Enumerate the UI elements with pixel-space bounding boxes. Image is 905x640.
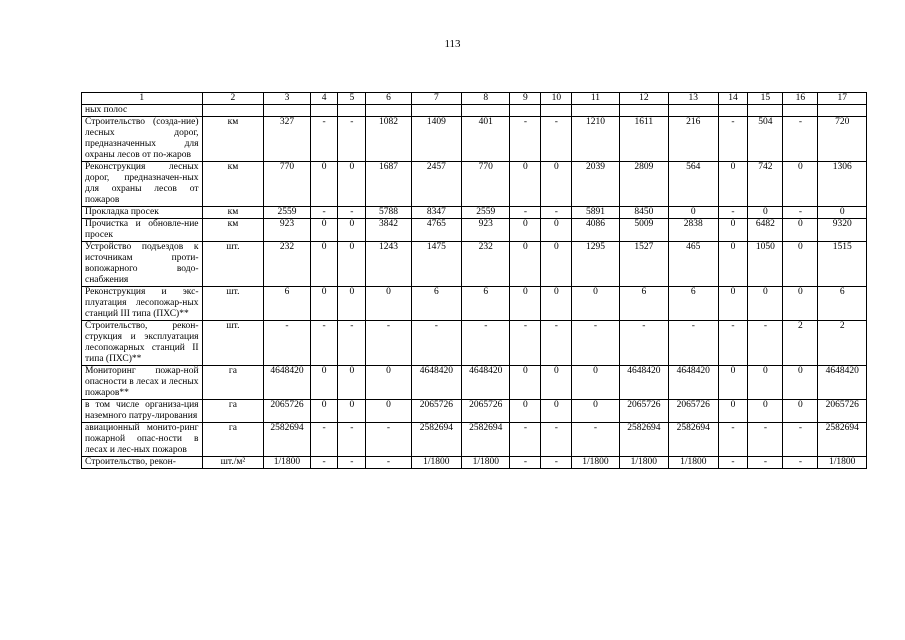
value-cell: -: [541, 207, 572, 219]
value-cell: 1611: [619, 117, 668, 162]
column-number: 1: [82, 93, 203, 105]
value-cell: 0: [366, 366, 411, 400]
value-cell: 0: [510, 162, 541, 207]
value-cell: -: [718, 457, 748, 469]
measure-name-cell: Прочистка и обновле-ние просек: [82, 219, 203, 242]
value-cell: 6: [411, 287, 461, 321]
value-cell: [366, 105, 411, 117]
value-cell: -: [572, 321, 619, 366]
value-cell: 2457: [411, 162, 461, 207]
value-cell: 1306: [818, 162, 867, 207]
value-cell: -: [310, 117, 338, 162]
value-cell: 0: [718, 287, 748, 321]
column-number: 8: [462, 93, 510, 105]
column-number: 10: [541, 93, 572, 105]
value-cell: 1475: [411, 242, 461, 287]
table-row: [82, 219, 867, 242]
measure-name-cell: ных полос: [82, 105, 203, 117]
value-cell: 0: [541, 162, 572, 207]
value-cell: -: [783, 457, 818, 469]
column-number: 3: [264, 93, 310, 105]
value-cell: -: [718, 423, 748, 457]
unit-cell: га: [202, 366, 264, 400]
value-cell: 1082: [366, 117, 411, 162]
value-cell: 1/1800: [264, 457, 310, 469]
value-cell: 0: [310, 400, 338, 423]
value-cell: 4648420: [619, 366, 668, 400]
column-number: 17: [818, 93, 867, 105]
value-cell: 2: [783, 321, 818, 366]
value-cell: -: [669, 321, 718, 366]
value-cell: -: [338, 207, 366, 219]
value-cell: 1/1800: [818, 457, 867, 469]
unit-cell: шт./м²: [202, 457, 264, 469]
column-number: 11: [572, 93, 619, 105]
value-cell: 2838: [669, 219, 718, 242]
value-cell: 0: [748, 207, 783, 219]
value-cell: 2: [818, 321, 867, 366]
value-cell: 0: [510, 400, 541, 423]
value-cell: -: [541, 117, 572, 162]
unit-cell: шт.: [202, 321, 264, 366]
table-row: [82, 242, 867, 287]
value-cell: 1/1800: [619, 457, 668, 469]
value-cell: 5788: [366, 207, 411, 219]
value-cell: -: [411, 321, 461, 366]
value-cell: 9320: [818, 219, 867, 242]
column-number: 13: [669, 93, 718, 105]
value-cell: 2065726: [818, 400, 867, 423]
unit-cell: га: [202, 400, 264, 423]
column-number: 9: [510, 93, 541, 105]
value-cell: -: [510, 117, 541, 162]
value-cell: 0: [541, 366, 572, 400]
value-cell: [572, 105, 619, 117]
value-cell: 0: [510, 366, 541, 400]
value-cell: -: [541, 321, 572, 366]
value-cell: 6: [462, 287, 510, 321]
value-cell: -: [748, 457, 783, 469]
value-cell: -: [338, 457, 366, 469]
value-cell: -: [338, 321, 366, 366]
value-cell: 1295: [572, 242, 619, 287]
table-row: [82, 366, 867, 400]
unit-cell: км: [202, 162, 264, 207]
measure-name-cell: Строительство (созда-ние) лесных дорог, предназначенных для охраны лесов от по-жаров: [82, 117, 203, 162]
table-row: [82, 457, 867, 469]
value-cell: 2809: [619, 162, 668, 207]
value-cell: 0: [541, 242, 572, 287]
measure-name-cell: в том числе организа-ция наземного патру-лирования: [82, 400, 203, 423]
value-cell: 6482: [748, 219, 783, 242]
value-cell: 770: [264, 162, 310, 207]
value-cell: 1/1800: [411, 457, 461, 469]
value-cell: 2065726: [264, 400, 310, 423]
value-cell: 4086: [572, 219, 619, 242]
measure-name-cell: Мониторинг пожар-ной опасности в лесах и лесных пожаров**: [82, 366, 203, 400]
value-cell: 4648420: [264, 366, 310, 400]
table-row: [82, 207, 867, 219]
value-cell: 0: [783, 287, 818, 321]
value-cell: -: [310, 207, 338, 219]
value-cell: [619, 105, 668, 117]
value-cell: 0: [783, 400, 818, 423]
value-cell: 1/1800: [572, 457, 619, 469]
value-cell: [510, 105, 541, 117]
value-cell: -: [541, 423, 572, 457]
value-cell: 0: [338, 400, 366, 423]
value-cell: -: [510, 321, 541, 366]
value-cell: -: [510, 423, 541, 457]
value-cell: -: [310, 321, 338, 366]
value-cell: -: [366, 321, 411, 366]
value-cell: -: [718, 117, 748, 162]
value-cell: 4648420: [818, 366, 867, 400]
value-cell: -: [783, 117, 818, 162]
value-cell: 465: [669, 242, 718, 287]
unit-cell: [202, 105, 264, 117]
value-cell: 2065726: [462, 400, 510, 423]
value-cell: 0: [338, 219, 366, 242]
value-cell: [462, 105, 510, 117]
value-cell: -: [572, 423, 619, 457]
value-cell: 0: [541, 287, 572, 321]
value-cell: 0: [783, 162, 818, 207]
value-cell: 2582694: [264, 423, 310, 457]
value-cell: 0: [338, 162, 366, 207]
unit-cell: га: [202, 423, 264, 457]
value-cell: -: [338, 423, 366, 457]
unit-cell: км: [202, 117, 264, 162]
measure-name-cell: Устройство подъездов к источникам проти-вопожарного водо-снабжения: [82, 242, 203, 287]
value-cell: 2582694: [462, 423, 510, 457]
value-cell: -: [366, 423, 411, 457]
value-cell: [411, 105, 461, 117]
value-cell: 1210: [572, 117, 619, 162]
column-number: 15: [748, 93, 783, 105]
value-cell: -: [310, 457, 338, 469]
value-cell: 6: [619, 287, 668, 321]
value-cell: [541, 105, 572, 117]
table-row: [82, 287, 867, 321]
value-cell: -: [718, 321, 748, 366]
value-cell: -: [338, 117, 366, 162]
value-cell: 4648420: [669, 366, 718, 400]
value-cell: -: [619, 321, 668, 366]
value-cell: 0: [572, 366, 619, 400]
value-cell: 401: [462, 117, 510, 162]
value-cell: 2065726: [669, 400, 718, 423]
value-cell: 0: [818, 207, 867, 219]
value-cell: 2559: [462, 207, 510, 219]
value-cell: [669, 105, 718, 117]
value-cell: 8450: [619, 207, 668, 219]
value-cell: 2065726: [411, 400, 461, 423]
value-cell: [718, 105, 748, 117]
value-cell: 0: [310, 287, 338, 321]
value-cell: 2582694: [619, 423, 668, 457]
value-cell: 0: [718, 242, 748, 287]
unit-cell: шт.: [202, 242, 264, 287]
value-cell: 4648420: [411, 366, 461, 400]
table-row: [82, 162, 867, 207]
value-cell: 0: [748, 400, 783, 423]
value-cell: 0: [572, 287, 619, 321]
value-cell: -: [366, 457, 411, 469]
page-number: 113: [444, 38, 461, 50]
value-cell: 232: [462, 242, 510, 287]
value-cell: 0: [572, 400, 619, 423]
column-number: 7: [411, 93, 461, 105]
value-cell: 0: [338, 366, 366, 400]
value-cell: 0: [669, 207, 718, 219]
value-cell: 0: [783, 219, 818, 242]
value-cell: 0: [718, 162, 748, 207]
value-cell: 216: [669, 117, 718, 162]
value-cell: 4765: [411, 219, 461, 242]
value-cell: 0: [510, 287, 541, 321]
value-cell: 0: [310, 162, 338, 207]
value-cell: 923: [462, 219, 510, 242]
column-number: 14: [718, 93, 748, 105]
value-cell: 0: [783, 242, 818, 287]
value-cell: [310, 105, 338, 117]
value-cell: 923: [264, 219, 310, 242]
value-cell: 1409: [411, 117, 461, 162]
value-cell: 0: [718, 366, 748, 400]
column-number: 2: [202, 93, 264, 105]
value-cell: 232: [264, 242, 310, 287]
value-cell: 0: [310, 219, 338, 242]
column-number-row: [82, 93, 867, 105]
value-cell: 2039: [572, 162, 619, 207]
value-cell: -: [310, 423, 338, 457]
value-cell: 0: [748, 366, 783, 400]
value-cell: -: [510, 457, 541, 469]
measure-name-cell: авиационный монито-ринг пожарной опас-ности в лесах и лес-ных пожаров: [82, 423, 203, 457]
column-number: 6: [366, 93, 411, 105]
value-cell: 0: [541, 400, 572, 423]
unit-cell: км: [202, 219, 264, 242]
column-number: 12: [619, 93, 668, 105]
value-cell: [783, 105, 818, 117]
value-cell: 5009: [619, 219, 668, 242]
value-cell: 2582694: [818, 423, 867, 457]
value-cell: -: [748, 321, 783, 366]
value-cell: 770: [462, 162, 510, 207]
value-cell: -: [748, 423, 783, 457]
value-cell: 1527: [619, 242, 668, 287]
value-cell: 4648420: [462, 366, 510, 400]
value-cell: 0: [338, 287, 366, 321]
table-row: [82, 400, 867, 423]
unit-cell: шт.: [202, 287, 264, 321]
value-cell: 1/1800: [462, 457, 510, 469]
measure-name-cell: Строительство, рекон-: [82, 457, 203, 469]
value-cell: 327: [264, 117, 310, 162]
value-cell: -: [541, 457, 572, 469]
value-cell: [338, 105, 366, 117]
value-cell: 1050: [748, 242, 783, 287]
value-cell: 0: [718, 219, 748, 242]
table-row: [82, 117, 867, 162]
value-cell: 0: [366, 400, 411, 423]
value-cell: 5891: [572, 207, 619, 219]
value-cell: 0: [783, 366, 818, 400]
value-cell: 742: [748, 162, 783, 207]
value-cell: 1243: [366, 242, 411, 287]
value-cell: -: [783, 207, 818, 219]
value-cell: 0: [718, 400, 748, 423]
value-cell: 564: [669, 162, 718, 207]
value-cell: 0: [541, 219, 572, 242]
measure-name-cell: Реконструкция и экс-плуатация лесопожар-ных станций III типа (ПХС)**: [82, 287, 203, 321]
value-cell: 3842: [366, 219, 411, 242]
column-number: 5: [338, 93, 366, 105]
value-cell: 0: [748, 287, 783, 321]
value-cell: 0: [310, 242, 338, 287]
value-cell: 2582694: [669, 423, 718, 457]
column-number: 4: [310, 93, 338, 105]
value-cell: 0: [510, 242, 541, 287]
forest-fire-measures-table: [81, 92, 867, 469]
value-cell: -: [264, 321, 310, 366]
value-cell: -: [718, 207, 748, 219]
value-cell: 6: [264, 287, 310, 321]
measure-name-cell: Прокладка просек: [82, 207, 203, 219]
value-cell: 1687: [366, 162, 411, 207]
measure-name-cell: Реконструкция лесных дорог, предназначен-ных для охраны лесов от пожаров: [82, 162, 203, 207]
value-cell: 6: [669, 287, 718, 321]
value-cell: 0: [510, 219, 541, 242]
column-number: 16: [783, 93, 818, 105]
value-cell: 6: [818, 287, 867, 321]
value-cell: 2582694: [411, 423, 461, 457]
value-cell: 504: [748, 117, 783, 162]
table-row: [82, 321, 867, 366]
value-cell: 2065726: [619, 400, 668, 423]
value-cell: 8347: [411, 207, 461, 219]
value-cell: 1515: [818, 242, 867, 287]
value-cell: 0: [338, 242, 366, 287]
value-cell: -: [783, 423, 818, 457]
value-cell: -: [462, 321, 510, 366]
value-cell: [264, 105, 310, 117]
value-cell: [818, 105, 867, 117]
value-cell: -: [510, 207, 541, 219]
value-cell: 0: [310, 366, 338, 400]
table-row: [82, 423, 867, 457]
value-cell: 1/1800: [669, 457, 718, 469]
value-cell: [748, 105, 783, 117]
table-row: [82, 105, 867, 117]
measure-name-cell: Строительство, рекон-струкция и эксплуатация лесопожарных станций II типа (ПХС)**: [82, 321, 203, 366]
value-cell: 0: [366, 287, 411, 321]
value-cell: 720: [818, 117, 867, 162]
unit-cell: км: [202, 207, 264, 219]
value-cell: 2559: [264, 207, 310, 219]
